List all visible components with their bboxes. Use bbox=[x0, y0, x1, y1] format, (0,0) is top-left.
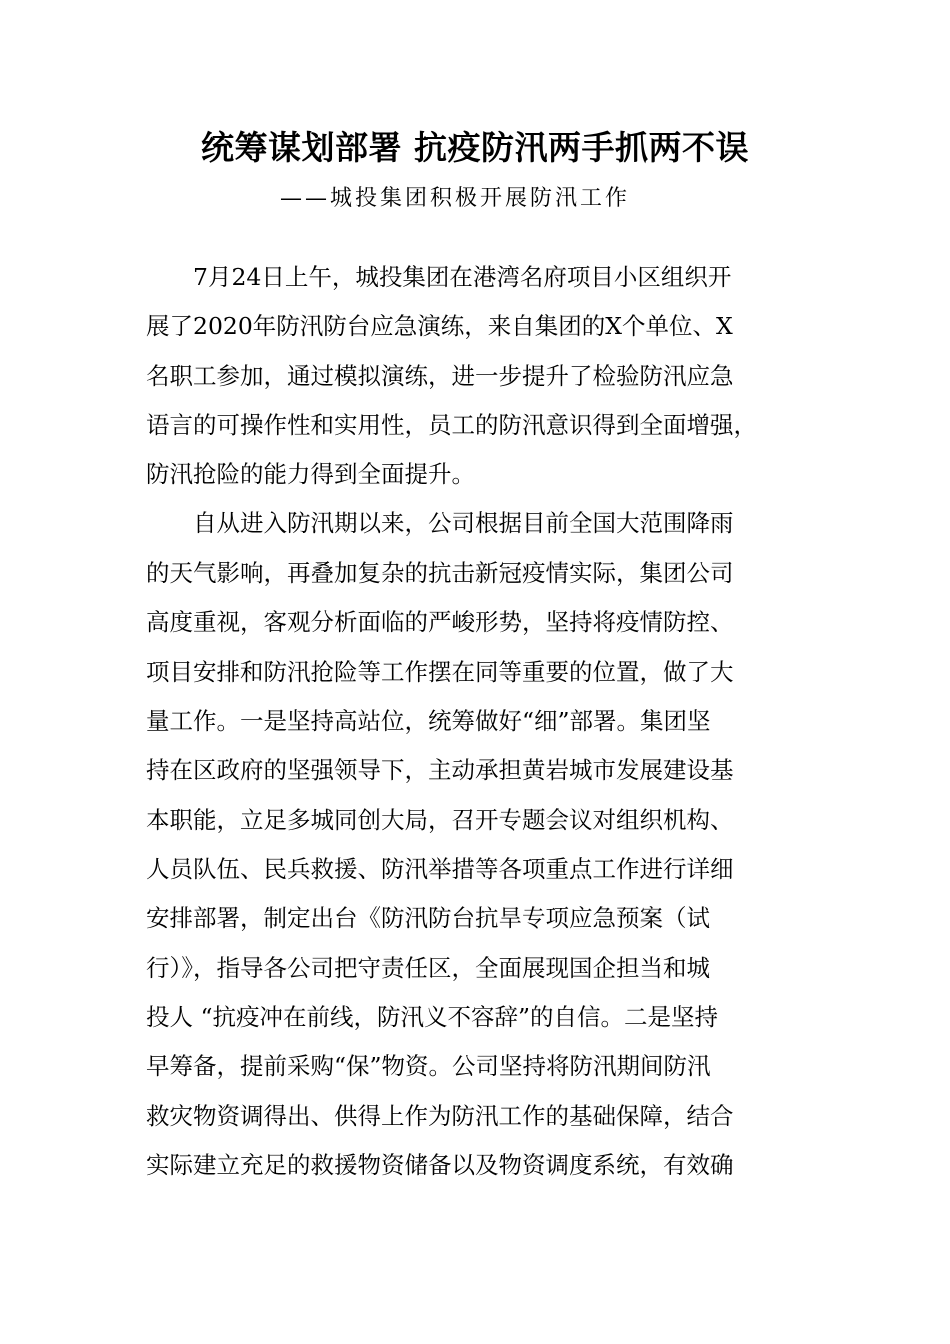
paragraph-line: 7月24日上午，城投集团在港湾名府项目小区组织开 bbox=[146, 263, 732, 291]
paragraph-line: 投人 “抗疫冲在前线，防汛义不容辞”的自信。二是坚持 bbox=[146, 1003, 718, 1031]
document-subtitle: ——城投集团积极开展防汛工作 bbox=[280, 186, 631, 211]
paragraph-line: 高度重视，客观分析面临的严峻形势，坚持将疫情防控、 bbox=[146, 608, 734, 636]
paragraph-line: 行）》，指导各公司把守责任区，全面展现国企担当和城 bbox=[146, 954, 710, 982]
paragraph-line: 自从进入防汛期以来，公司根据目前全国大范围降雨 bbox=[146, 509, 734, 537]
paragraph-line: 早筹备，提前采购“保”物资。公司坚持将防汛期间防汛 bbox=[146, 1052, 711, 1080]
paragraph-line: 语言的可操作性和实用性，员工的防汛意识得到全面增强， bbox=[146, 411, 757, 439]
paragraph-line: 量工作。一是坚持高站位，统筹做好“细”部署。集团坚 bbox=[146, 707, 711, 735]
paragraph-line: 实际建立充足的救援物资储备以及物资调度系统，有效确 bbox=[146, 1151, 734, 1179]
paragraph-line: 救灾物资调得出、供得上作为防汛工作的基础保障，结合 bbox=[146, 1102, 734, 1130]
paragraph-line: 本职能，立足多城同创大局，召开专题会议对组织机构、 bbox=[146, 806, 734, 834]
paragraph-line: 的天气影响，再叠加复杂的抗击新冠疫情实际，集团公司 bbox=[146, 559, 734, 587]
document-title: 统筹谋划部署 抗疫防汛两手抓两不误 bbox=[201, 128, 749, 167]
paragraph-line: 展了2020年防汛防台应急演练，来自集团的X个单位、X bbox=[146, 312, 733, 340]
paragraph-line: 防汛抢险的能力得到全面提升。 bbox=[146, 460, 475, 488]
paragraph-line: 人员队伍、民兵救援、防汛举措等各项重点工作进行详细 bbox=[146, 855, 734, 883]
paragraph-line: 持在区政府的坚强领导下，主动承担黄岩城市发展建设基 bbox=[146, 756, 734, 784]
paragraph-line: 项目安排和防汛抢险等工作摆在同等重要的位置，做了大 bbox=[146, 658, 734, 686]
paragraph-line: 安排部署，制定出台《防汛防台抗旱专项应急预案（试 bbox=[146, 904, 710, 932]
paragraph-line: 名职工参加，通过模拟演练，进一步提升了检验防汛应急 bbox=[146, 362, 734, 390]
